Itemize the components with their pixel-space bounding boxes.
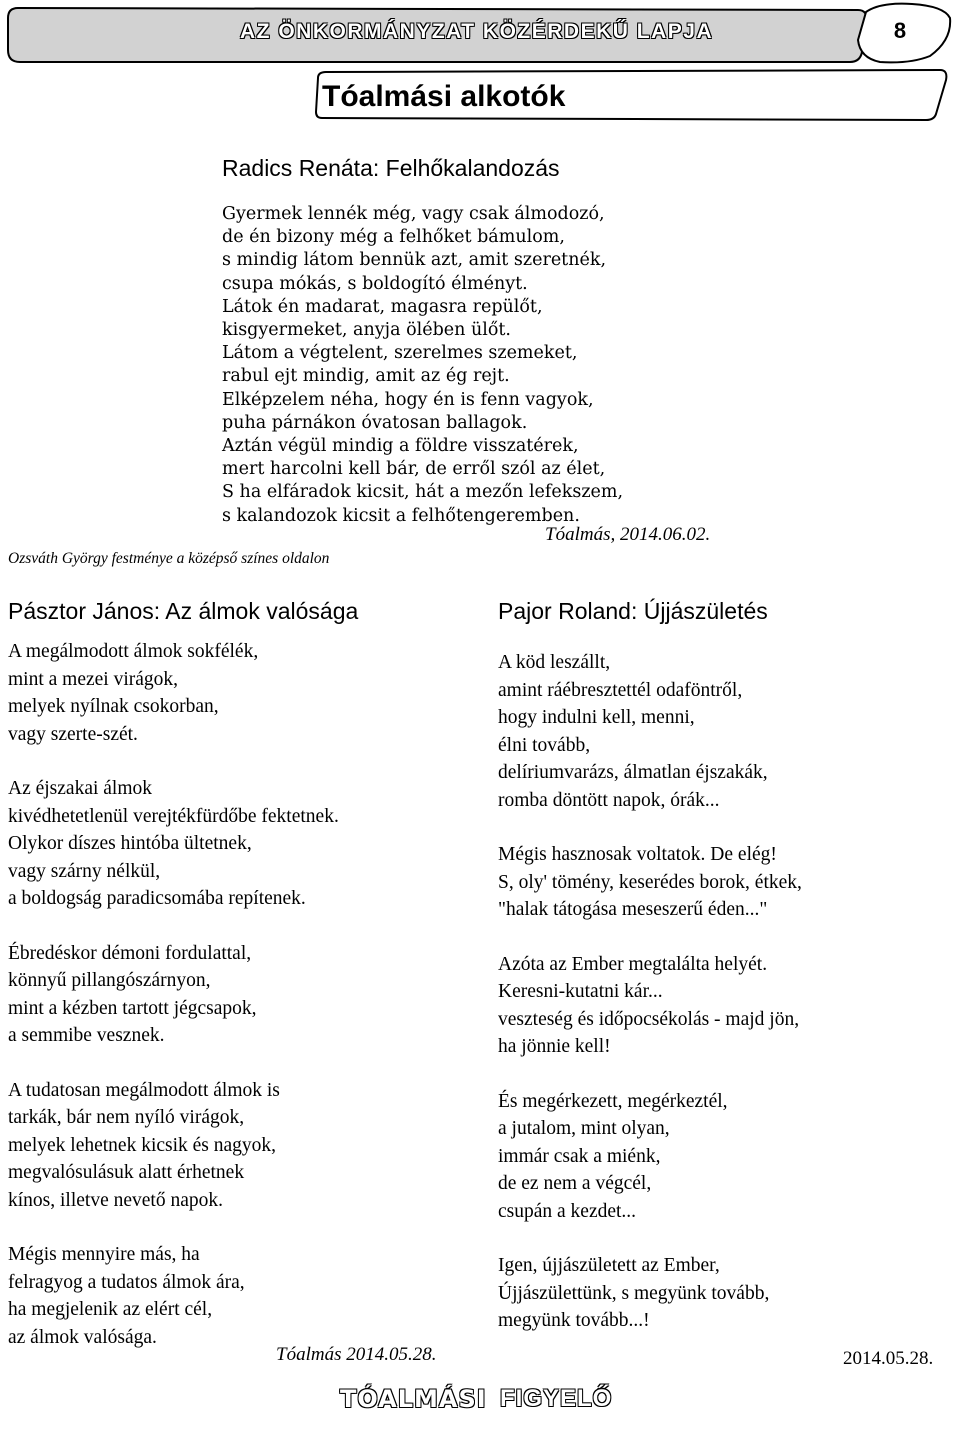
poem-line: delíriumvarázs, álmatlan éjszakák,: [498, 762, 768, 783]
poem-line: tarkák, bár nem nyíló virágok,: [8, 1107, 245, 1128]
poem-line: a jutalom, mint olyan,: [498, 1118, 670, 1139]
poem-line: rabul ejt mindig, amit az ég rejt.: [222, 366, 510, 387]
poem-line: Keresni-kutatni kár...: [498, 981, 663, 1002]
poem-line: kivédhetetlenül verejtékfürdőbe fektetnek.: [8, 805, 339, 827]
poem-line: Igen, újjászületett az Ember,: [498, 1255, 720, 1276]
poem-line: megyünk tovább...!: [498, 1310, 650, 1331]
page-number: 8: [893, 18, 907, 43]
poem-line: melyek nyílnak csokorban,: [8, 696, 219, 717]
poem-line: csupa mókás, s boldogító élményt.: [222, 273, 528, 294]
poem-line: És megérkezett, megérkeztél,: [498, 1090, 728, 1112]
poem-line: melyek lehetnek kicsik és nagyok,: [8, 1134, 277, 1156]
poem2-title: Pásztor János: Az álmok valósága: [8, 598, 359, 624]
poem-line: Azóta az Ember megtalálta helyét.: [498, 953, 768, 975]
poem-line: romba döntött napok, órák...: [498, 789, 720, 811]
poem-line: Elképzelem néha, hogy én is fenn vagyok,: [222, 389, 594, 410]
poem-line: A tudatosan megálmodott álmok is: [8, 1079, 280, 1101]
poem-line: de ez nem a végcél,: [498, 1173, 652, 1194]
stanza: [8, 1241, 339, 1351]
poem-line: de én bizony még a felhőket bámulom,: [222, 227, 565, 248]
poem-line: hogy indulni kell, menni,: [498, 707, 695, 728]
poem-line: csupán a kezdet...: [498, 1200, 637, 1222]
poem-line: Mégis mennyire más, ha: [8, 1244, 200, 1265]
stanza: [8, 775, 339, 913]
poem-line: Látok én madarat, magasra repülőt,: [222, 296, 543, 317]
stanza: [498, 1088, 802, 1226]
stanza: [498, 841, 802, 924]
poem-line: puha párnákon óvatosan ballagok.: [222, 412, 528, 433]
poem-line: Ébredéskor démoni fordulattal,: [8, 942, 252, 964]
poem-line: felragyog a tudatos álmok ára,: [8, 1271, 245, 1293]
poem-line: Olykor díszes hintóba ültetnek,: [8, 833, 252, 854]
footer-logo-left: TÓALMÁSI: [340, 1385, 487, 1413]
poem-line: veszteség és időpocsékolás - majd jön,: [498, 1008, 800, 1030]
poem-line: élni tovább,: [498, 734, 591, 756]
poem-line: ha jönnie kell!: [498, 1036, 611, 1057]
poem-line: a semmibe vesznek.: [8, 1025, 165, 1046]
poem-line: kisgyermeket, anyja ölében ülőt.: [222, 320, 511, 341]
stanza: [498, 649, 802, 814]
section-title: Tóalmási alkotók: [322, 80, 566, 113]
poem-line: Mégis hasznosak voltatok. De elég!: [498, 844, 777, 865]
stanza: [8, 1077, 339, 1215]
poem-line: immár csak a miénk,: [498, 1145, 661, 1167]
poem-line: megvalósulásuk alatt érhetnek: [8, 1162, 245, 1183]
poem-line: s mindig látom bennük azt, amit szeretnék,: [222, 250, 607, 271]
poem1-title: Radics Renáta: Felhőkalandozás: [222, 155, 560, 181]
poem-line: Látom a végtelent, szerelmes szemeket,: [222, 343, 578, 364]
header-tagline: AZ ÖNKORMÁNYZAT KÖZÉRDEKŰ LAPJA: [240, 20, 714, 43]
poem-line: mint a mezei virágok,: [8, 668, 179, 690]
poem-line: s kalandozok kicsit a felhőtengeremben.: [222, 505, 580, 526]
poem2-dateline: Tóalmás 2014.05.28.: [276, 1344, 437, 1365]
painting-caption: Ozsváth György festménye a középső színes oldalon: [8, 550, 330, 567]
stanza: [8, 638, 339, 748]
poem-line: Gyermek lennék még, vagy csak álmodozó,: [222, 204, 605, 224]
poem1-body: [222, 203, 623, 528]
poem-line: mint a kézben tartott jégcsapok,: [8, 997, 257, 1019]
poem-line: S ha elfáradok kicsit, hát a mezőn lefekszem,: [222, 482, 624, 503]
poem3-body: [498, 649, 802, 1362]
poem-line: Az éjszakai álmok: [8, 778, 153, 799]
poem-line: könnyű pillangószárnyon,: [8, 970, 211, 991]
poem-line: mert harcolni kell bár, de erről szól az élet,: [222, 459, 606, 480]
stanza: [498, 951, 802, 1061]
poem-line: kínos, illetve nevető napok.: [8, 1189, 223, 1211]
stanza: [8, 940, 339, 1050]
poem3-dateline: 2014.05.28.: [843, 1348, 934, 1369]
poem-line: Aztán végül mindig a földre visszatérek,: [222, 436, 579, 457]
poem-line: "halak tátogása meseszerű éden...": [498, 899, 768, 920]
poem-line: A köd leszállt,: [498, 652, 611, 673]
poem-line: vagy szárny nélkül,: [8, 860, 161, 882]
poem-line: a boldogság paradicsomába repítenek.: [8, 888, 306, 909]
footer-logo-right: FIGYELŐ: [500, 1385, 613, 1412]
poem-line: az álmok valósága.: [8, 1326, 157, 1348]
poem-line: vagy szerte-szét.: [8, 723, 138, 745]
poem-line: amint ráébresztettél odaföntről,: [498, 679, 743, 701]
poem-line: A megálmodott álmok sokfélék,: [8, 641, 259, 662]
poem-line: S, oly' tömény, keserédes borok, étkek,: [498, 871, 802, 893]
poem-line: ha megjelenik az elért cél,: [8, 1299, 213, 1320]
poem3-title: Pajor Roland: Újjászületés: [498, 598, 768, 624]
poem-line: Újjászülettünk, s megyünk tovább,: [498, 1282, 770, 1304]
stanza: [498, 1252, 802, 1335]
poem2-body: [8, 638, 339, 1378]
poem1-dateline: Tóalmás, 2014.06.02.: [545, 524, 711, 545]
